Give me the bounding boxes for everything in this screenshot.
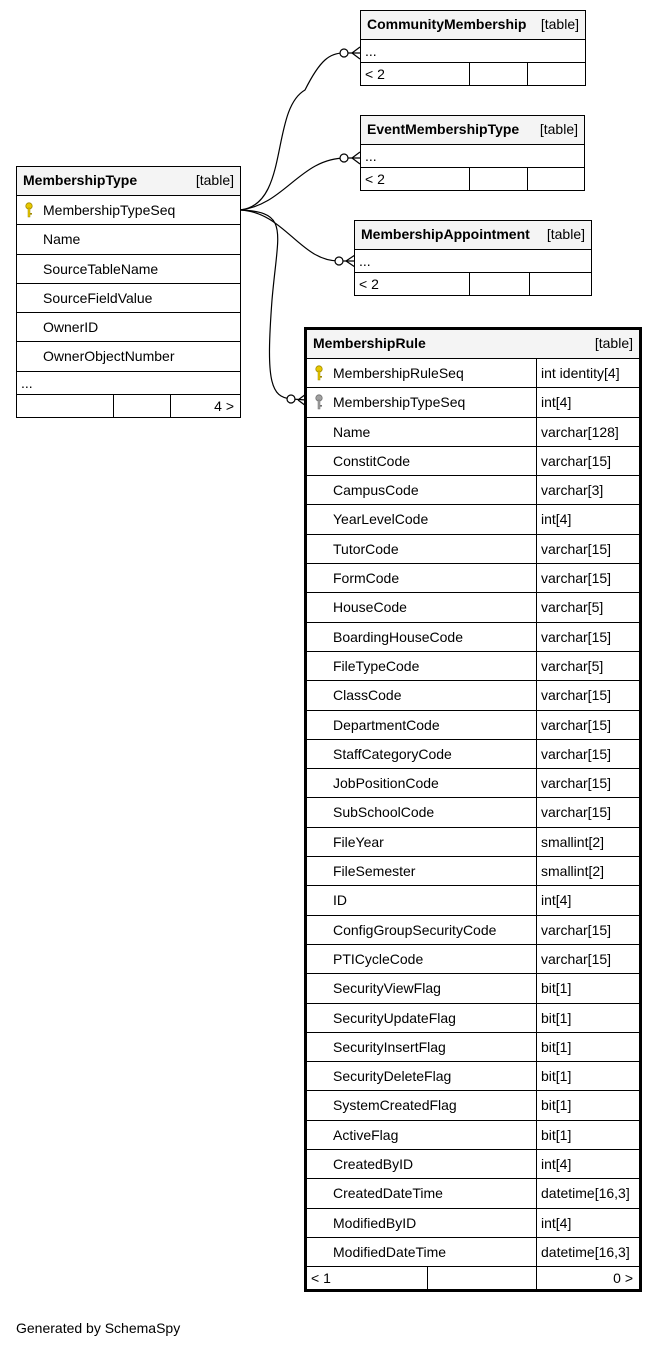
- column-name: SourceTableName: [43, 260, 159, 277]
- column-type: int[4]: [541, 892, 572, 909]
- column-type: int[4]: [541, 511, 572, 528]
- table-kind: [table]: [195, 172, 234, 188]
- column-name: ModifiedByID: [333, 1214, 417, 1231]
- column-name: ConfigGroupSecurityCode: [333, 921, 497, 938]
- column-type: bit[1]: [541, 1038, 572, 1055]
- column-type: bit[1]: [541, 1009, 572, 1026]
- column-type: varchar[15]: [541, 804, 612, 821]
- column-name: ActiveFlag: [333, 1126, 399, 1143]
- column-name: FileSemester: [333, 863, 416, 880]
- column-type: int identity[4]: [541, 365, 620, 381]
- column-row: [307, 1004, 639, 1033]
- column-type: bit[1]: [541, 1126, 572, 1143]
- table-event-membership-type[interactable]: [360, 115, 585, 191]
- table-header: [17, 167, 240, 196]
- parents-count: < 2: [365, 66, 385, 82]
- parents-count: < 2: [365, 171, 385, 187]
- primary-key-icon: [24, 202, 34, 218]
- column-row: [307, 916, 639, 945]
- table-footer: [355, 273, 591, 295]
- table-kind: [table]: [540, 16, 579, 32]
- link-optional-marker: [340, 49, 348, 57]
- table-name: MembershipAppointment: [361, 226, 530, 242]
- column-row: [307, 974, 639, 1003]
- column-type: varchar[128]: [541, 423, 619, 440]
- table-membership-type[interactable]: [16, 166, 241, 418]
- column-row: [307, 945, 639, 974]
- column-row: [307, 447, 639, 476]
- column-row: [17, 225, 240, 254]
- column-name: TutorCode: [333, 540, 399, 557]
- table-header: [307, 330, 639, 359]
- column-name: FileYear: [333, 833, 384, 850]
- more-columns: ...: [361, 40, 585, 63]
- column-name: SecurityUpdateFlag: [333, 1009, 456, 1026]
- table-name: MembershipType: [23, 172, 138, 188]
- column-name: SystemCreatedFlag: [333, 1097, 457, 1114]
- column-row: [307, 388, 639, 417]
- column-name: PTICycleCode: [333, 950, 424, 967]
- table-footer: [307, 1267, 639, 1289]
- column-name: BoardingHouseCode: [333, 628, 463, 645]
- column-name: ConstitCode: [333, 452, 411, 469]
- column-row: [307, 681, 639, 710]
- column-row: [307, 535, 639, 564]
- column-row: [307, 564, 639, 593]
- column-name: CreatedDateTime: [333, 1185, 443, 1202]
- column-type: bit[1]: [541, 1097, 572, 1114]
- column-name: MembershipTypeSeq: [43, 202, 176, 218]
- column-row: [307, 1238, 639, 1267]
- link-membership-rule: [240, 210, 306, 400]
- column-type: int[4]: [541, 1214, 572, 1231]
- column-type: bit[1]: [541, 980, 572, 997]
- link-optional-marker: [340, 154, 348, 162]
- table-name: MembershipRule: [313, 335, 426, 351]
- column-row: [307, 476, 639, 505]
- column-name: FileTypeCode: [333, 657, 420, 674]
- column-name: ClassCode: [333, 687, 402, 704]
- column-row: [307, 711, 639, 740]
- table-header: [355, 221, 591, 250]
- column-type: varchar[15]: [541, 570, 612, 587]
- column-name: MembershipRuleSeq: [333, 365, 464, 381]
- column-row: [307, 418, 639, 447]
- column-type: smallint[2]: [541, 833, 605, 850]
- column-row: [307, 740, 639, 769]
- table-header: [361, 11, 585, 40]
- column-type: varchar[15]: [541, 745, 612, 762]
- table-name: CommunityMembership: [367, 16, 527, 32]
- column-row: [307, 798, 639, 827]
- column-name: SecurityInsertFlag: [333, 1038, 446, 1055]
- column-name: SubSchoolCode: [333, 804, 435, 821]
- column-name: SecurityViewFlag: [333, 980, 441, 997]
- column-name: JobPositionCode: [333, 775, 439, 792]
- column-name: ID: [333, 892, 347, 909]
- column-row: [307, 1121, 639, 1150]
- more-columns: ...: [17, 372, 240, 395]
- column-type: varchar[5]: [541, 657, 604, 674]
- column-name: FormCode: [333, 570, 400, 587]
- column-row: [17, 313, 240, 342]
- column-row: [307, 1150, 639, 1179]
- column-name: YearLevelCode: [333, 511, 429, 528]
- table-kind: [table]: [594, 335, 633, 351]
- column-type: varchar[5]: [541, 599, 604, 616]
- column-type: datetime[16,3]: [541, 1243, 630, 1260]
- column-type: varchar[15]: [541, 687, 612, 704]
- column-type: varchar[15]: [541, 540, 612, 557]
- column-type: varchar[15]: [541, 452, 612, 469]
- column-row: [307, 1209, 639, 1238]
- column-row: [307, 828, 639, 857]
- column-row: [307, 505, 639, 534]
- column-row: [17, 284, 240, 313]
- table-footer: [361, 168, 584, 190]
- column-row: [17, 196, 240, 225]
- link-community-membership: [240, 53, 360, 210]
- column-type: int[4]: [541, 1156, 572, 1173]
- column-name: Name: [333, 423, 371, 440]
- column-row: [307, 359, 639, 388]
- parents-count: < 2: [359, 276, 379, 292]
- column-name: StaffCategoryCode: [333, 745, 452, 762]
- table-community-membership[interactable]: [360, 10, 586, 86]
- table-membership-appointment[interactable]: [354, 220, 592, 296]
- column-type: varchar[15]: [541, 775, 612, 792]
- column-name: SourceFieldValue: [43, 289, 153, 306]
- column-type: varchar[3]: [541, 482, 604, 499]
- column-row: [307, 623, 639, 652]
- column-row: [17, 342, 240, 371]
- column-name: HouseCode: [333, 599, 407, 616]
- table-name: EventMembershipType: [367, 121, 520, 137]
- column-name: CreatedByID: [333, 1156, 414, 1173]
- table-footer: [361, 63, 585, 85]
- column-type: varchar[15]: [541, 921, 612, 938]
- column-name: SecurityDeleteFlag: [333, 1068, 452, 1085]
- table-membership-rule[interactable]: [304, 327, 642, 1292]
- column-name: OwnerID: [43, 319, 99, 336]
- link-optional-marker: [287, 395, 295, 403]
- column-name: CampusCode: [333, 482, 419, 499]
- primary-key-icon: [314, 365, 324, 381]
- column-type: smallint[2]: [541, 863, 605, 880]
- column-name: MembershipTypeSeq: [333, 394, 466, 411]
- table-footer: [17, 395, 240, 417]
- table-kind: [table]: [539, 121, 578, 137]
- column-row: [307, 1091, 639, 1120]
- column-name: Name: [43, 231, 81, 248]
- children-count: 0 >: [613, 1270, 633, 1287]
- column-row: [307, 769, 639, 798]
- link-optional-marker: [335, 257, 343, 265]
- column-type: bit[1]: [541, 1068, 572, 1085]
- parents-count: < 1: [311, 1270, 331, 1287]
- column-name: DepartmentCode: [333, 716, 440, 733]
- table-kind: [table]: [546, 226, 585, 242]
- column-row: [307, 1033, 639, 1062]
- column-type: varchar[15]: [541, 716, 612, 733]
- column-type: varchar[15]: [541, 950, 612, 967]
- column-row: [307, 857, 639, 886]
- column-type: varchar[15]: [541, 628, 612, 645]
- column-row: [307, 1179, 639, 1208]
- more-columns: ...: [361, 145, 584, 168]
- column-row: [307, 652, 639, 681]
- link-membership-appointment: [240, 210, 355, 261]
- column-name: OwnerObjectNumber: [43, 348, 175, 365]
- column-row: [17, 255, 240, 284]
- table-header: [361, 116, 584, 145]
- column-row: [307, 886, 639, 915]
- foreign-key-icon: [314, 394, 324, 410]
- children-count: 4 >: [214, 397, 234, 414]
- more-columns: ...: [355, 250, 591, 273]
- column-type: int[4]: [541, 394, 572, 411]
- column-row: [307, 593, 639, 622]
- column-name: ModifiedDateTime: [333, 1243, 447, 1260]
- column-type: datetime[16,3]: [541, 1185, 630, 1202]
- generator-credit: Generated by SchemaSpy: [16, 1320, 181, 1336]
- column-row: [307, 1062, 639, 1091]
